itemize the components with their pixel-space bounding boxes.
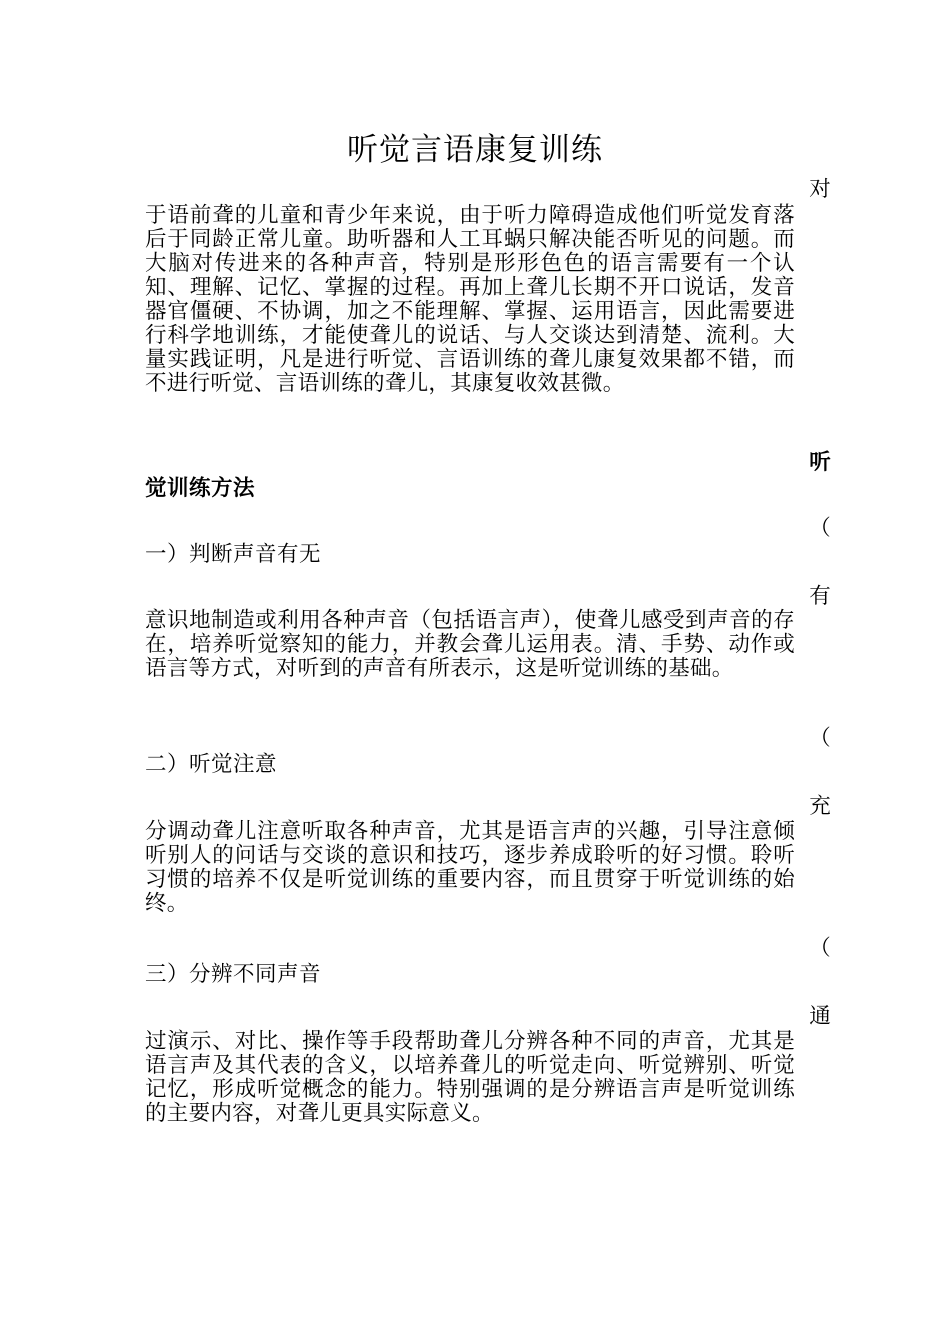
intro-paragraph: 于语前聋的儿童和青少年来说，由于听力障碍造成他们听觉发育落后于同龄正常儿童。助听器和人工耳蜗只解决能否听见的问题。而大脑对传进来的各种声音，特别是形形色色的语言需要有一个认知、理解、记忆、掌握的过程。再加上聋儿长期不开口说话，发音器官僵硬、不协调，加之不能理解、掌握、运用语言，因此需要进行科学地训练，才能使聋儿的说话、与人交谈达到清楚、流利。大量实践证明，凡是进行听觉、言语训练的聋儿康复效果都不错，而不进行听觉、言语训练的聋儿，其康复收效甚微。 xyxy=(145,203,795,396)
section-3-body: 过演示、对比、操作等手段帮助聋儿分辨各种不同的声音，尤其是语言声及其代表的含义，以培养聋儿的听觉走向、听觉辨别、听觉记忆，形成听觉概念的能力。特别强调的是分辨语言声是听觉训练的主要内容，对聋儿更具实际意义。 xyxy=(145,1029,795,1126)
margin-char: 通 xyxy=(809,1004,831,1029)
margin-char: 听 xyxy=(809,450,831,475)
section-1-body: 意识地制造或利用各种声音（包括语言声），使聋儿感受到声音的存在，培养听觉察知的能力，并教会聋儿运用表。清、手势、动作或语言等方式，对听到的声音有所表示，这是听觉训练的基础。 xyxy=(145,608,795,681)
margin-char: （ xyxy=(809,936,831,961)
margin-char: （ xyxy=(809,516,831,541)
section-3-heading: 三）分辨不同声音 xyxy=(145,962,322,987)
margin-char: （ xyxy=(809,726,831,751)
page-title: 听觉言语康复训练 xyxy=(347,132,603,168)
methods-heading: 觉训练方法 xyxy=(145,476,256,501)
margin-char: 对 xyxy=(809,177,831,202)
section-2-body: 分调动聋儿注意听取各种声音，尤其是语言声的兴趣，引导注意倾听别人的问话与交谈的意识和技巧，逐步养成聆听的好习惯。聆听习惯的培养不仅是听觉训练的重要内容，而且贯穿于听觉训练的始终。 xyxy=(145,819,795,916)
section-2-heading: 二）听觉注意 xyxy=(145,752,278,777)
section-1-heading: 一）判断声音有无 xyxy=(145,542,322,567)
margin-char: 充 xyxy=(809,794,831,819)
margin-char: 有 xyxy=(809,584,831,609)
